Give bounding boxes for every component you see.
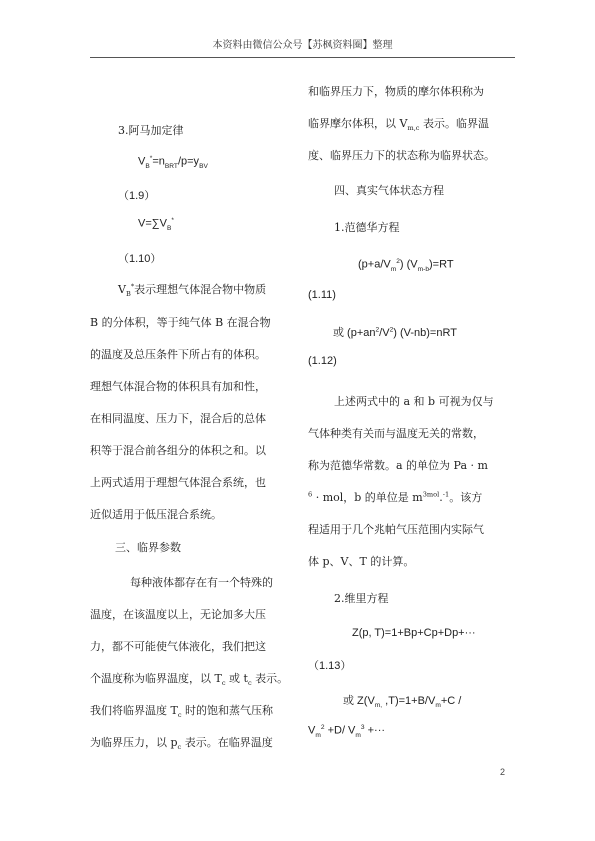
section-heading-real-gas-equations: 四、真实气体状态方程 [334, 184, 444, 197]
paragraph-line: 每种液体都存在有一个特殊的 [130, 576, 273, 589]
paragraph-line: 的温度及总压条件下所占有的体积。 [90, 348, 266, 361]
formula-1-11: $(p+a/V_m^2)$ $(V_{m-b})=RT$ [358, 258, 454, 273]
page-number: 2 [500, 767, 506, 777]
page-header: 本资料由微信公众号【苏枫资料圈】整理 [90, 36, 515, 58]
formula-virial-volume-cont: $V_m^2 +D/$ $V_m^3$ +··· [308, 724, 386, 739]
paragraph-line: 称为范德华常数。a 的单位为 Pa · m [308, 459, 488, 472]
equation-number-1-10: （1.10） [118, 253, 162, 265]
paragraph-line: 近似适用于低压混合系统。 [90, 508, 222, 521]
paragraph-line: $^6$ · mol，b 的单位是 $m^{3mol}.^{-1}$。该方 [308, 490, 483, 504]
subsection-heading-van-der-waals: 1.范德华方程 [334, 221, 400, 234]
paragraph-line: 个温度称为临界温度，以 $T_c$ 或 $t_c$ 表示。 [90, 672, 289, 688]
equation-number-1-11: (1.11) [308, 289, 336, 301]
paragraph-line: 温度，在该温度以上，无论加多大压 [90, 608, 266, 621]
paragraph-line: 上述两式中的 a 和 b 可视为仅与 [334, 395, 494, 408]
equation-number-1-12: (1.12) [308, 355, 337, 367]
paragraph-line: 度、临界压力下的状态称为临界状态。 [308, 149, 495, 162]
paragraph-line: 力，都不可能使气体液化，我们把这 [90, 640, 266, 653]
paragraph-line: 体 p、V、T 的计算。 [308, 555, 415, 568]
paragraph-line: 临界摩尔体积，以 $V_{m,c}$ 表示。临界温 [308, 117, 489, 133]
paragraph-line: 积等于混合前各组分的体积之和。以 [90, 444, 266, 457]
paragraph-line: B 的分体积，等于纯气体 B 在混合物 [90, 316, 271, 329]
paragraph-line: 气体种类有关而与温度无关的常数， [308, 427, 484, 440]
subsection-heading-virial: 2.维里方程 [334, 592, 389, 605]
equation-number-1-13: （1.13） [308, 660, 352, 672]
paragraph-line: 为临界压力，以 $p_c$ 表示。在临界温度 [90, 736, 273, 752]
formula-virial-volume: 或 $Z(V_{m,}$ $,T)=1+B/V_m+C$ / [343, 695, 462, 710]
paragraph-line: $V_B^*$表示理想气体混合物中物质 [118, 282, 267, 299]
formula-1-13: Z(p, T)=1+Bp+Cp+Dp+··· [352, 627, 476, 639]
formula-1-9: $V_B^*=n_{BRT}/p=y_{BV}$ [138, 155, 208, 170]
paragraph-line: 程适用于几个兆帕气压范围内实际气 [308, 523, 484, 536]
formula-1-12: 或 $(p+an^2/V^2)$ (V-nb)=nRT [333, 326, 457, 339]
section-heading-critical-parameters: 三、临界参数 [115, 541, 181, 554]
equation-number-1-9: （1.9） [118, 190, 156, 202]
formula-1-10: $V=\sum V_B^*$ [138, 217, 174, 232]
paragraph-line: 上两式适用于理想气体混合系统，也 [90, 476, 266, 489]
paragraph-line: 理想气体混合物的体积具有加和性， [90, 380, 266, 393]
paragraph-line: 我们将临界温度 $T_c$ 时的饱和蒸气压称 [90, 704, 274, 720]
section-heading-amagat-law: 3.阿马加定律 [118, 124, 184, 137]
paragraph-line: 和临界压力下，物质的摩尔体积称为 [308, 85, 484, 98]
paragraph-line: 在相同温度、压力下，混合后的总体 [90, 412, 266, 425]
